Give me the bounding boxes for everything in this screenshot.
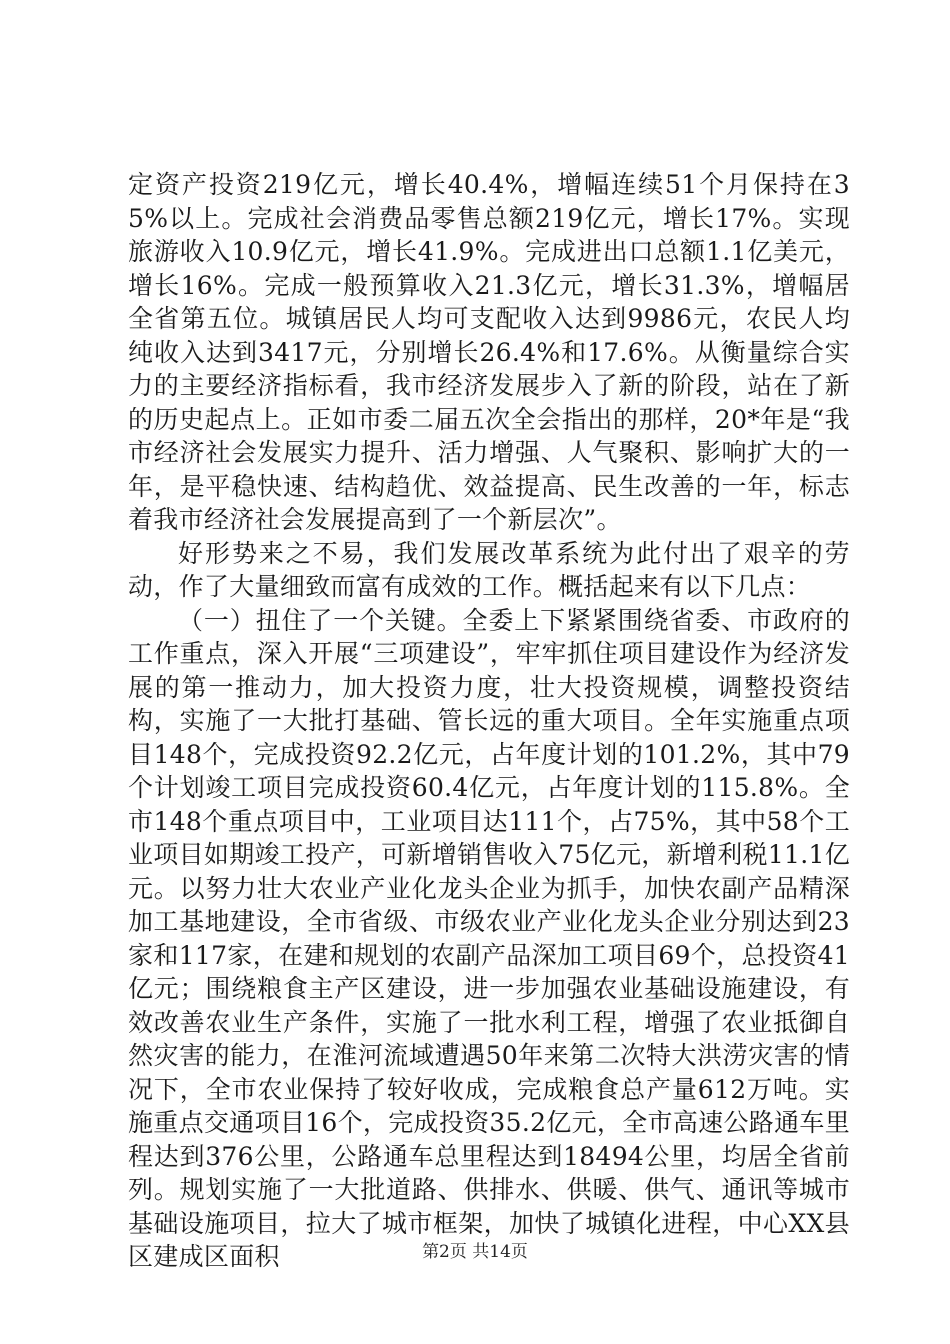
page-footer: 第2页 共14页 bbox=[422, 1242, 528, 1262]
paragraph-continuation: 定资产投资219亿元，增长40.4%，增幅连续51个月保持在35%以上。完成社会消费品零售总额219亿元，增长17%。实现旅游收入10.9亿元，增长41.9%。完成进出口总额1.1亿美元，增长16%。完成一般预算收入21.3亿元，增长31.3%，增幅居全省第五位。城镇居民人均可支配收入达到9986元，农民人均纯收入达到3417元，分别增长26.4%和17.6%。从衡量综合实力的主要经济指标看，我市经济发展步入了新的阶段，站在了新的历史起点上。正如市委二届五次全会指出的那样，20*年是“我市经济社会发展实力提升、活力增强、人气聚积、影响扩大的一年，是平稳快速、结构趋优、效益提高、民生改善的一年，标志着我市经济社会发展提高到了一个新层次”。 bbox=[128, 170, 850, 534]
paragraph-summary: 好形势来之不易，我们发展改革系统为此付出了艰辛的劳动，作了大量细致而富有成效的工作。概括起来有以下几点： bbox=[128, 538, 850, 601]
document-body bbox=[128, 168, 850, 1274]
paragraph-section-one: （一）扭住了一个关键。全委上下紧紧围绕省委、市政府的工作重点，深入开展“三项建设”，牢牢抓住项目建设作为经济发展的第一推动力，加大投资力度，壮大投资规模，调整投资结构，实施了一大批打基础、管长远的重大项目。全年实施重点项目148个，完成投资92.2亿元，占年度计划的101.2%，其中79个计划竣工项目完成投资60.4亿元，占年度计划的115.8%。全市148个重点项目中，工业项目达111个，占75%，其中58个工业项目如期竣工投产，可新增销售收入75亿元，新增利税11.1亿元。以努力壮大农业产业化龙头企业为抓手，加快农副产品精深加工基地建设，全市省级、市级农业产业化龙头企业分别达到23家和117家，在建和规划的农副产品深加工项目69个，总投资41亿元；围绕粮食主产区建设，进一步加强农业基础设施建设，有效改善农业生产条件，实施了一批水利工程，增强了农业抵御自然灾害的能力，在淮河流域遭遇50年来第二次特大洪涝灾害的情况下，全市农业保持了较好收成，完成粮食总产量612万吨。实施重点交通项目16个，完成投资35.2亿元，全市高速公路通车里程达到376公里，公路通车总里程达到18494公里，均居全省前列。规划实施了一大批道路、供排水、供暖、供气、通讯等城市基础设施项目，拉大了城市框架，加快了城镇化进程，中心XX县区建成区面积 bbox=[128, 605, 850, 1271]
